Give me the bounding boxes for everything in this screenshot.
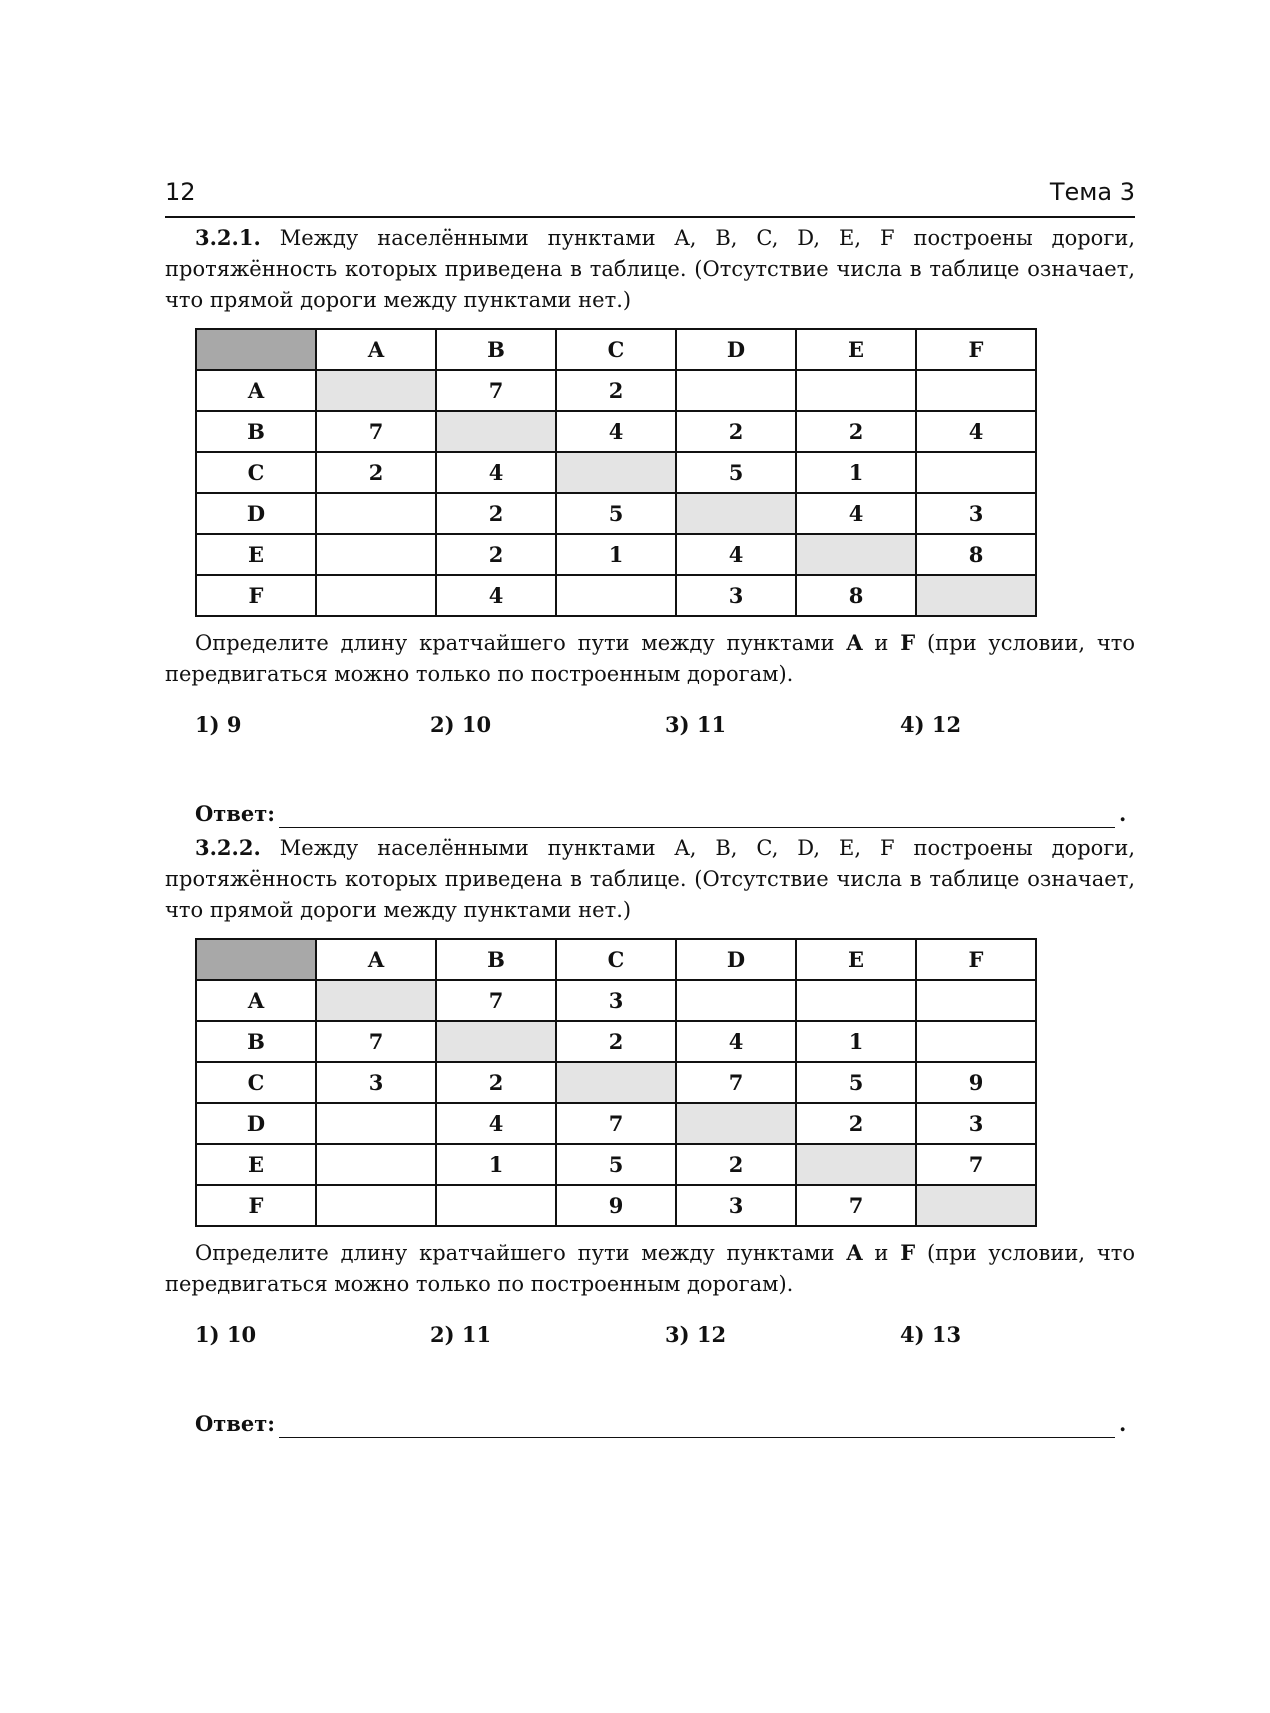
answer-field[interactable] — [195, 799, 1135, 833]
table-cell: 2 — [436, 493, 556, 534]
table-cell: 2 — [796, 411, 916, 452]
row-header: D — [196, 493, 316, 534]
diagonal-cell — [676, 493, 796, 534]
option-2[interactable]: 2) 11 — [430, 1322, 492, 1347]
answer-end: . — [1119, 801, 1127, 826]
col-header: C — [556, 329, 676, 370]
answer-label: Ответ: — [195, 801, 276, 826]
table-cell — [796, 980, 916, 1021]
col-header: F — [916, 939, 1036, 980]
diagonal-cell — [436, 1021, 556, 1062]
page-number: 12 — [165, 178, 196, 206]
table-cell: 2 — [316, 452, 436, 493]
option-3[interactable]: 3) 12 — [665, 1322, 727, 1347]
diagonal-cell — [676, 1103, 796, 1144]
row-header: F — [196, 1185, 316, 1226]
col-header: F — [916, 329, 1036, 370]
table-cell: 7 — [916, 1144, 1036, 1185]
option-1[interactable]: 1) 10 — [195, 1322, 257, 1347]
page-header — [165, 172, 1135, 218]
point-a: A — [846, 630, 863, 655]
table-cell: 2 — [436, 534, 556, 575]
distance-table — [195, 938, 1037, 1227]
task-intro — [165, 222, 1135, 316]
task-intro-text: Между населёнными пунктами A, B, C, D, E, F построены дороги, протяжённость которых приведена в таблице. (Отсутствие числа в таблице означает, что прямой дороги между пунктами нет.) — [165, 836, 1135, 922]
table-cell — [436, 1185, 556, 1226]
table-cell: 4 — [556, 411, 676, 452]
table-corner-cell — [196, 939, 316, 980]
table-cell: 3 — [916, 1103, 1036, 1144]
table-cell — [916, 1021, 1036, 1062]
diagonal-cell — [916, 1185, 1036, 1226]
table-cell: 2 — [556, 1021, 676, 1062]
table-cell — [316, 575, 436, 616]
table-cell: 4 — [676, 534, 796, 575]
diagonal-cell — [556, 1062, 676, 1103]
table-cell — [676, 980, 796, 1021]
row-header: C — [196, 1062, 316, 1103]
col-header: D — [676, 939, 796, 980]
row-header: E — [196, 1144, 316, 1185]
table-cell — [676, 370, 796, 411]
table-cell: 1 — [796, 452, 916, 493]
task-number: 3.2.2. — [195, 835, 261, 860]
point-f: F — [900, 1240, 916, 1265]
option-2[interactable]: 2) 10 — [430, 712, 492, 737]
col-header: A — [316, 329, 436, 370]
table-cell: 5 — [676, 452, 796, 493]
task-3-2-2 — [165, 832, 1135, 1443]
diagonal-cell — [316, 980, 436, 1021]
table-corner-cell — [196, 329, 316, 370]
table-cell — [316, 1144, 436, 1185]
point-a: A — [846, 1240, 863, 1265]
distance-table — [195, 328, 1037, 617]
row-header: B — [196, 1021, 316, 1062]
table-cell: 1 — [436, 1144, 556, 1185]
table-cell: 2 — [796, 1103, 916, 1144]
question-and: и — [862, 631, 901, 655]
col-header: A — [316, 939, 436, 980]
table-cell: 8 — [796, 575, 916, 616]
row-header: B — [196, 411, 316, 452]
diagonal-cell — [436, 411, 556, 452]
option-1[interactable]: 1) 9 — [195, 712, 242, 737]
question-text-end: (при условии, что передвигаться можно только по построенным дорогам). — [165, 1241, 1135, 1296]
question-text: Определите длину кратчайшего пути между пунктами — [195, 1241, 847, 1265]
table-cell: 4 — [436, 575, 556, 616]
table-cell: 5 — [796, 1062, 916, 1103]
table-cell: 7 — [796, 1185, 916, 1226]
table-cell: 3 — [676, 1185, 796, 1226]
table-cell: 7 — [436, 980, 556, 1021]
table-cell — [916, 370, 1036, 411]
table-cell: 2 — [676, 411, 796, 452]
table-cell: 7 — [556, 1103, 676, 1144]
answer-end: . — [1119, 1411, 1127, 1436]
option-4[interactable]: 4) 12 — [900, 712, 962, 737]
table-cell — [316, 1185, 436, 1226]
task-3-2-1 — [165, 222, 1135, 833]
table-cell — [556, 575, 676, 616]
row-header: C — [196, 452, 316, 493]
row-header: D — [196, 1103, 316, 1144]
answer-line[interactable] — [279, 827, 1115, 828]
diagonal-cell — [916, 575, 1036, 616]
table-cell: 5 — [556, 493, 676, 534]
point-f: F — [900, 630, 916, 655]
table-cell: 4 — [916, 411, 1036, 452]
col-header: B — [436, 939, 556, 980]
table-cell: 3 — [916, 493, 1036, 534]
table-cell: 2 — [556, 370, 676, 411]
option-3[interactable]: 3) 11 — [665, 712, 727, 737]
table-cell: 3 — [556, 980, 676, 1021]
task-number: 3.2.1. — [195, 225, 261, 250]
table-cell: 7 — [676, 1062, 796, 1103]
diagonal-cell — [796, 1144, 916, 1185]
table-cell — [796, 370, 916, 411]
answer-options — [195, 712, 1135, 737]
task-question — [165, 627, 1135, 690]
question-text-end: (при условии, что передвигаться можно только по построенным дорогам). — [165, 631, 1135, 686]
diagonal-cell — [796, 534, 916, 575]
table-cell: 7 — [436, 370, 556, 411]
table-cell: 9 — [916, 1062, 1036, 1103]
table-cell — [316, 534, 436, 575]
table-cell: 7 — [316, 1021, 436, 1062]
table-cell: 1 — [556, 534, 676, 575]
row-header: A — [196, 980, 316, 1021]
answer-field[interactable] — [195, 1409, 1135, 1443]
col-header: C — [556, 939, 676, 980]
table-cell: 3 — [676, 575, 796, 616]
answer-options — [195, 1322, 1135, 1347]
row-header: F — [196, 575, 316, 616]
row-header: E — [196, 534, 316, 575]
table-cell: 9 — [556, 1185, 676, 1226]
table-cell — [916, 452, 1036, 493]
table-cell: 4 — [436, 452, 556, 493]
question-text: Определите длину кратчайшего пути между пунктами — [195, 631, 847, 655]
topic-title: Тема 3 — [1049, 178, 1135, 206]
table-cell — [316, 493, 436, 534]
table-cell — [916, 980, 1036, 1021]
diagonal-cell — [556, 452, 676, 493]
col-header: E — [796, 329, 916, 370]
table-cell: 2 — [436, 1062, 556, 1103]
table-cell: 8 — [916, 534, 1036, 575]
col-header: B — [436, 329, 556, 370]
task-intro — [165, 832, 1135, 926]
table-cell: 7 — [316, 411, 436, 452]
table-cell: 2 — [676, 1144, 796, 1185]
task-question — [165, 1237, 1135, 1300]
table-cell: 4 — [796, 493, 916, 534]
answer-line[interactable] — [279, 1437, 1115, 1438]
table-cell: 3 — [316, 1062, 436, 1103]
col-header: E — [796, 939, 916, 980]
table-cell: 5 — [556, 1144, 676, 1185]
option-4[interactable]: 4) 13 — [900, 1322, 962, 1347]
table-cell: 4 — [676, 1021, 796, 1062]
answer-label: Ответ: — [195, 1411, 276, 1436]
col-header: D — [676, 329, 796, 370]
question-and: и — [862, 1241, 901, 1265]
diagonal-cell — [316, 370, 436, 411]
row-header: A — [196, 370, 316, 411]
task-intro-text: Между населёнными пунктами A, B, C, D, E, F построены дороги, протяжённость которых приведена в таблице. (Отсутствие числа в таблице означает, что прямой дороги между пунктами нет.) — [165, 226, 1135, 312]
table-cell: 1 — [796, 1021, 916, 1062]
table-cell — [316, 1103, 436, 1144]
table-cell: 4 — [436, 1103, 556, 1144]
